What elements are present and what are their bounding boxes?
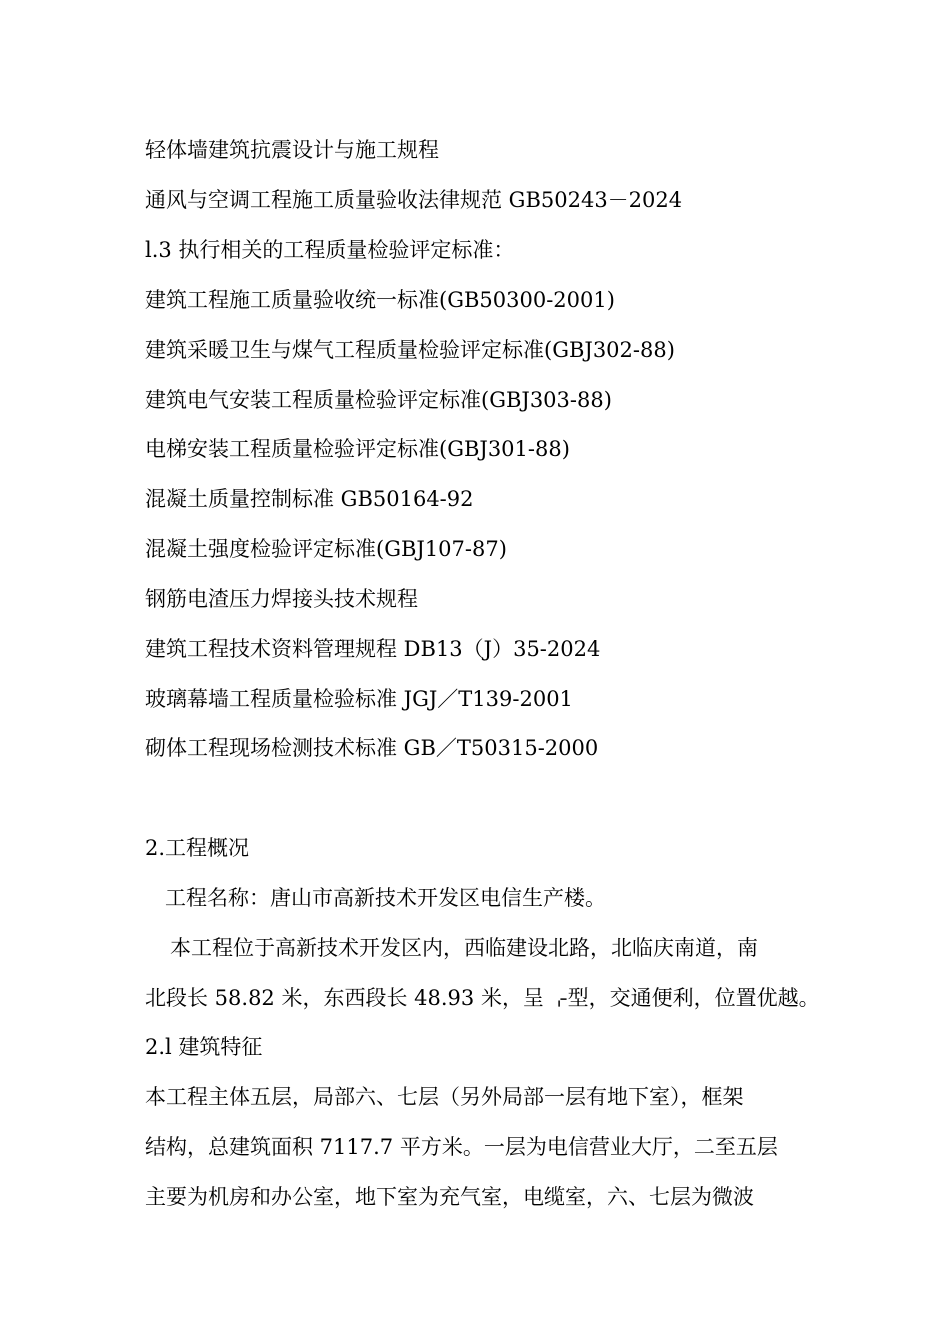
standard-item: 建筑工程技术资料管理规程 DB13（J）35-2024 (145, 637, 601, 661)
standard-item: 建筑工程施工质量验收统一标准(GB50300-2001) (145, 288, 615, 312)
standard-item: 混凝土强度检验评定标准(GBJ107-87) (145, 537, 507, 561)
standard-item: 玻璃幕墙工程质量检验标准 JGJ／T139-2001 (145, 687, 573, 711)
standard-item: 砌体工程现场检测技术标准 GB／T50315-2000 (145, 736, 599, 760)
section-heading-2: 2.工程概况 (145, 836, 250, 860)
project-name: 工程名称：唐山市高新技术开发区电信生产楼。 (165, 886, 606, 910)
standard-item: 轻体墙建筑抗震设计与施工规程 (145, 138, 439, 162)
paragraph-line: 结构，总建筑面积 7117.7 平方米。一层为电信营业大厅，二至五层 (145, 1135, 778, 1159)
standard-item: 建筑采暖卫生与煤气工程质量检验评定标准(GBJ302-88) (145, 338, 675, 362)
standard-item: 混凝土质量控制标准 GB50164-92 (145, 487, 474, 511)
section-heading-2-1: 2.l 建筑特征 (145, 1035, 263, 1059)
standard-item: 钢筋电渣压力焊接头技术规程 (145, 587, 418, 611)
standard-item: 通风与空调工程施工质量验收法律规范 GB50243－2024 (145, 188, 683, 212)
paragraph-line: 本工程主体五层，局部六、七层（另外局部一层有地下室），框架 (145, 1085, 744, 1109)
standard-item: 电梯安装工程质量检验评定标准(GBJ301-88) (145, 437, 570, 461)
section-heading-1-3: l.3 执行相关的工程质量检验评定标准： (145, 238, 515, 262)
paragraph-line: 本工程位于高新技术开发区内，西临建设北路，北临庆南道，南 (170, 936, 758, 960)
standard-item: 建筑电气安装工程质量检验评定标准(GBJ303-88) (145, 388, 612, 412)
paragraph-line: 主要为机房和办公室，地下室为充气室，电缆室，六、七层为微波 (145, 1185, 754, 1209)
paragraph-line: 北段长 58.82 米，东西段长 48.93 米，呈 ⌌型，交通便利，位置优越。 (145, 986, 820, 1010)
